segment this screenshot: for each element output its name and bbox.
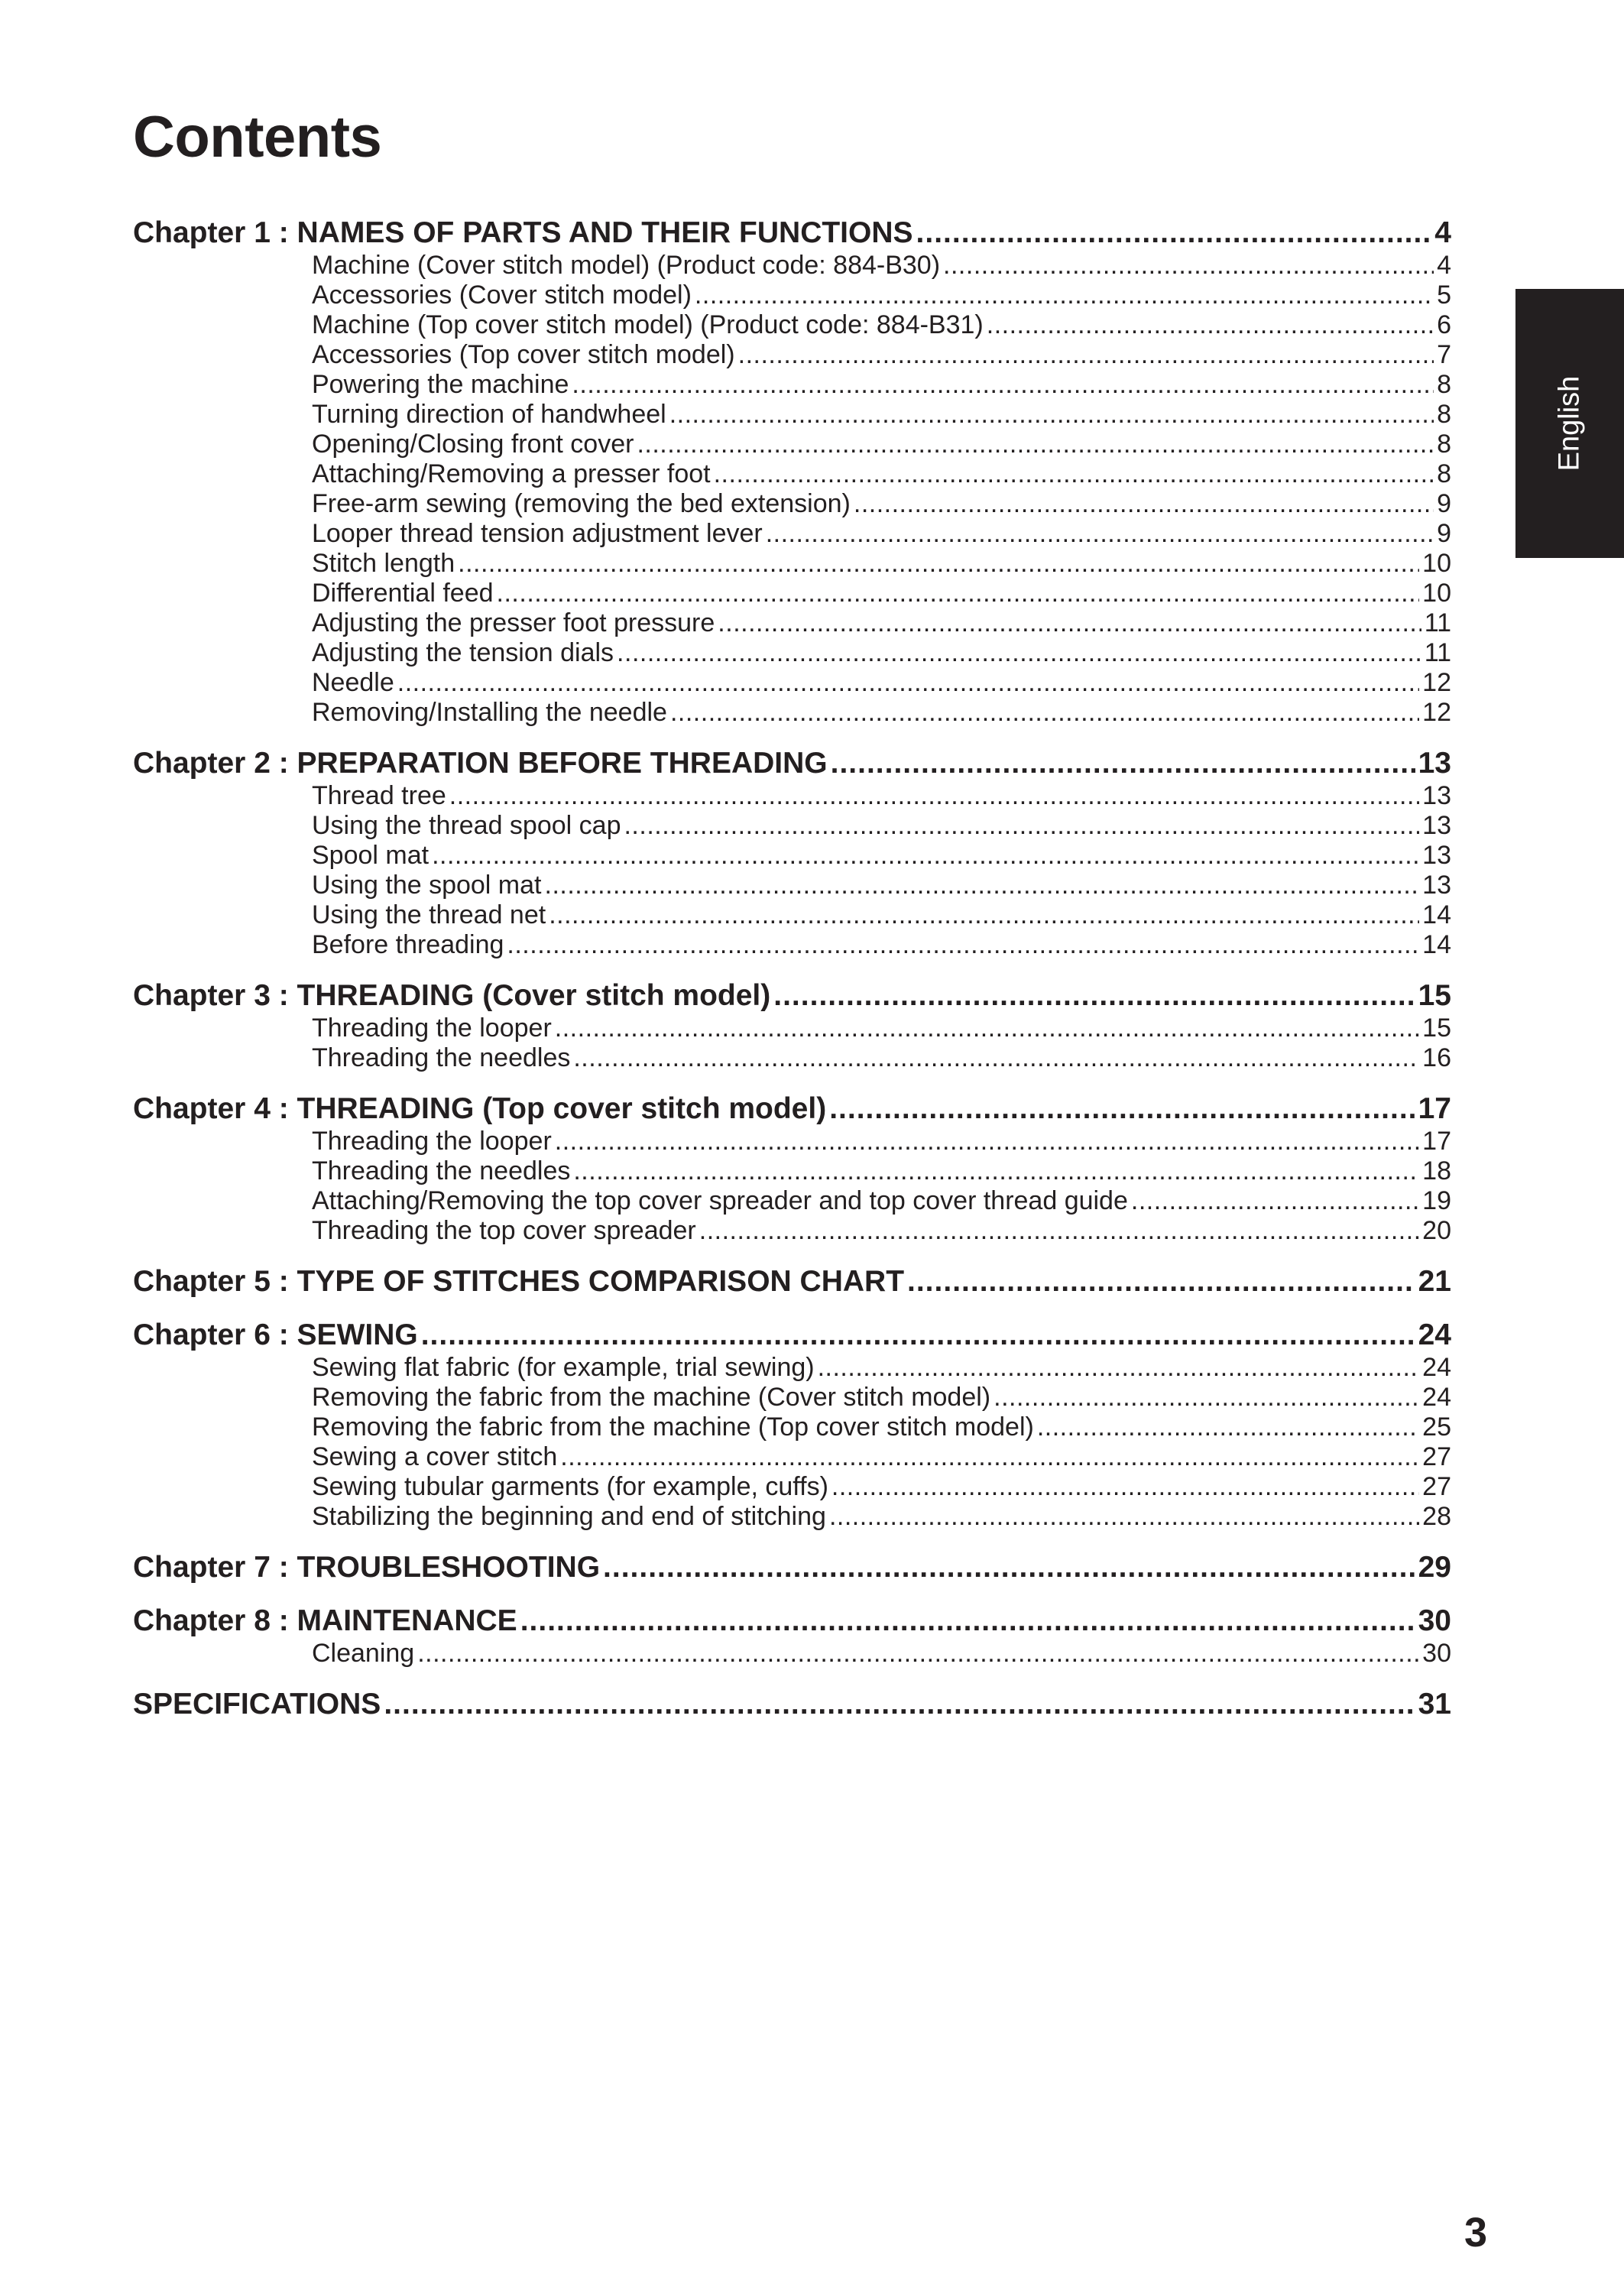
toc-section-title: Before threading xyxy=(312,930,504,959)
toc-section-entry[interactable] xyxy=(312,1639,1451,1669)
toc-chapter-group xyxy=(133,1318,1451,1532)
toc-section-page: 5 xyxy=(1437,281,1451,310)
dot-leader xyxy=(766,519,1434,549)
toc-chapter-page: 29 xyxy=(1418,1551,1451,1584)
toc-section-entry[interactable] xyxy=(312,519,1451,549)
toc-section-entry[interactable] xyxy=(312,1127,1451,1156)
dot-leader xyxy=(573,1156,1419,1186)
toc-section-title: Machine (Top cover stitch model) (Product code: 884-B31) xyxy=(312,310,984,339)
toc-chapter-title: Chapter 1 : NAMES OF PARTS AND THEIR FUNCTIONS xyxy=(133,216,913,249)
toc-section-entry[interactable] xyxy=(312,340,1451,370)
dot-leader xyxy=(573,1043,1419,1073)
toc-chapter-title: SPECIFICATIONS xyxy=(133,1688,381,1721)
toc-section-entry[interactable] xyxy=(312,430,1451,459)
toc-section-title: Spool mat xyxy=(312,841,430,870)
toc-section-entry[interactable] xyxy=(312,1383,1451,1412)
toc-section-page: 18 xyxy=(1422,1156,1451,1185)
dot-leader xyxy=(384,1687,1415,1722)
toc-section-title: Threading the top cover spreader xyxy=(312,1216,696,1245)
toc-section-entry[interactable] xyxy=(312,549,1451,579)
toc-section-entry[interactable] xyxy=(312,310,1451,340)
toc-chapter-entry[interactable] xyxy=(133,1318,1451,1353)
toc-section-entry[interactable] xyxy=(312,400,1451,430)
toc-chapter-entry[interactable] xyxy=(133,1604,1451,1639)
toc-section-entry[interactable] xyxy=(312,489,1451,519)
toc-section-page: 17 xyxy=(1422,1127,1451,1156)
toc-section-title: Using the thread net xyxy=(312,900,546,929)
toc-section-entry[interactable] xyxy=(312,1442,1451,1472)
toc-section-page: 9 xyxy=(1437,519,1451,548)
toc-section-entry[interactable] xyxy=(312,1043,1451,1073)
toc-section-page: 24 xyxy=(1422,1383,1451,1412)
toc-section-page: 8 xyxy=(1437,370,1451,399)
toc-section-page: 7 xyxy=(1437,340,1451,369)
toc-chapter-page: 30 xyxy=(1418,1604,1451,1637)
dot-leader xyxy=(994,1383,1419,1412)
toc-section-entry[interactable] xyxy=(312,638,1451,668)
page-number: 3 xyxy=(1464,2210,1488,2256)
toc-chapter-group xyxy=(133,978,1451,1073)
dot-leader xyxy=(624,811,1419,841)
toc-section-title: Attaching/Removing a presser foot xyxy=(312,459,711,488)
toc-section-entry[interactable] xyxy=(312,608,1451,638)
toc-chapter-group xyxy=(133,1550,1451,1585)
toc-section-page: 11 xyxy=(1424,638,1451,667)
toc-chapter-entry[interactable] xyxy=(133,1091,1451,1127)
toc-section-entry[interactable] xyxy=(312,1186,1451,1216)
toc-section-page: 13 xyxy=(1422,841,1451,870)
toc-section-entry[interactable] xyxy=(312,459,1451,489)
toc-section-entry[interactable] xyxy=(312,1412,1451,1442)
toc-section-title: Opening/Closing front cover xyxy=(312,430,634,459)
toc-section-page: 8 xyxy=(1437,459,1451,488)
toc-section-title: Threading the looper xyxy=(312,1127,552,1156)
toc-section-entry[interactable] xyxy=(312,781,1451,811)
page-title: Contents xyxy=(133,105,382,170)
toc-section-title: Adjusting the tension dials xyxy=(312,638,614,667)
dot-leader xyxy=(549,900,1419,930)
toc-section-entry[interactable] xyxy=(312,251,1451,281)
toc-section-page: 4 xyxy=(1437,251,1451,280)
language-tab xyxy=(1515,289,1624,558)
toc-section-entry[interactable] xyxy=(312,1014,1451,1043)
toc-chapter-title: Chapter 8 : MAINTENANCE xyxy=(133,1604,517,1637)
dot-leader xyxy=(637,430,1434,459)
toc-section-entry[interactable] xyxy=(312,1472,1451,1502)
toc-section-title: Machine (Cover stitch model) (Product code: 884-B30) xyxy=(312,251,941,280)
dot-leader xyxy=(617,638,1421,668)
toc-section-page: 12 xyxy=(1422,668,1451,697)
toc-section-title: Removing the fabric from the machine (Top cover stitch model) xyxy=(312,1412,1034,1442)
dot-leader xyxy=(714,459,1434,489)
toc-section-page: 25 xyxy=(1422,1412,1451,1442)
dot-leader xyxy=(497,579,1420,608)
toc-section-title: Stabilizing the beginning and end of stitching xyxy=(312,1502,826,1531)
dot-leader xyxy=(818,1353,1420,1383)
toc-section-title: Accessories (Cover stitch model) xyxy=(312,281,692,310)
toc-chapter-entry[interactable] xyxy=(133,746,1451,781)
toc-section-page: 24 xyxy=(1422,1353,1451,1382)
toc-section-page: 14 xyxy=(1422,930,1451,959)
toc-chapter-title: Chapter 5 : TYPE OF STITCHES COMPARISON CHART xyxy=(133,1265,905,1298)
toc-section-page: 12 xyxy=(1422,698,1451,727)
toc-section-page: 15 xyxy=(1422,1014,1451,1043)
toc-chapter-page: 13 xyxy=(1418,747,1451,780)
toc-section-entry[interactable] xyxy=(312,579,1451,608)
toc-chapter-title: Chapter 2 : PREPARATION BEFORE THREADING xyxy=(133,747,828,780)
toc-section-entry[interactable] xyxy=(312,841,1451,871)
dot-leader xyxy=(449,781,1419,811)
toc-section-page: 13 xyxy=(1422,781,1451,810)
dot-leader xyxy=(907,1264,1415,1299)
dot-leader xyxy=(458,549,1419,579)
toc-section-entry[interactable] xyxy=(312,698,1451,728)
table-of-contents xyxy=(133,216,1451,1740)
toc-section-title: Adjusting the presser foot pressure xyxy=(312,608,715,637)
toc-section-title: Needle xyxy=(312,668,394,697)
toc-chapter-title: Chapter 6 : SEWING xyxy=(133,1318,418,1351)
toc-chapter-group xyxy=(133,746,1451,960)
toc-chapter-entry[interactable] xyxy=(133,978,1451,1014)
dot-leader xyxy=(943,251,1434,281)
toc-chapter-title: Chapter 4 : THREADING (Top cover stitch model) xyxy=(133,1092,827,1125)
toc-chapter-entry[interactable] xyxy=(133,1264,1451,1299)
toc-chapter-group xyxy=(133,1264,1451,1299)
dot-leader xyxy=(555,1127,1419,1156)
toc-section-entry[interactable] xyxy=(312,1156,1451,1186)
toc-section-title: Threading the needles xyxy=(312,1043,571,1072)
toc-section-title: Removing/Installing the needle xyxy=(312,698,667,727)
toc-section-title: Threading the looper xyxy=(312,1014,552,1043)
dot-leader xyxy=(831,1472,1419,1502)
toc-chapter-title: Chapter 3 : THREADING (Cover stitch model) xyxy=(133,979,771,1012)
toc-chapter-page: 24 xyxy=(1418,1318,1451,1351)
toc-section-entry[interactable] xyxy=(312,668,1451,698)
dot-leader xyxy=(560,1442,1419,1472)
toc-section-title: Powering the machine xyxy=(312,370,569,399)
toc-section-page: 6 xyxy=(1437,310,1451,339)
dot-leader xyxy=(854,489,1434,519)
toc-section-page: 28 xyxy=(1422,1502,1451,1531)
dot-leader xyxy=(555,1014,1419,1043)
toc-section-title: Stitch length xyxy=(312,549,455,578)
dot-leader xyxy=(829,1091,1415,1127)
toc-section-title: Attaching/Removing the top cover spreader and top cover thread guide xyxy=(312,1186,1128,1215)
toc-section-page: 11 xyxy=(1424,608,1451,637)
toc-section-title: Using the thread spool cap xyxy=(312,811,621,840)
toc-chapter-page: 31 xyxy=(1418,1688,1451,1721)
toc-section-entry[interactable] xyxy=(312,1353,1451,1383)
toc-chapter-group xyxy=(133,216,1451,728)
dot-leader xyxy=(507,930,1419,960)
toc-chapter-entry[interactable] xyxy=(133,1550,1451,1585)
dot-leader xyxy=(670,698,1419,728)
toc-section-page: 10 xyxy=(1422,579,1451,608)
toc-chapter-group xyxy=(133,1687,1451,1722)
toc-section-page: 16 xyxy=(1422,1043,1451,1072)
toc-section-page: 13 xyxy=(1422,871,1451,900)
dot-leader xyxy=(1131,1186,1419,1216)
dot-leader xyxy=(699,1216,1419,1246)
language-tab-label: English xyxy=(1553,375,1586,472)
toc-section-entry[interactable] xyxy=(312,811,1451,841)
toc-chapter-page: 4 xyxy=(1434,216,1451,249)
toc-section-title: Sewing a cover stitch xyxy=(312,1442,558,1471)
toc-section-page: 8 xyxy=(1437,430,1451,459)
toc-chapter-page: 17 xyxy=(1418,1092,1451,1125)
dot-leader xyxy=(1037,1412,1419,1442)
dot-leader xyxy=(695,281,1434,310)
toc-section-entry[interactable] xyxy=(312,930,1451,960)
dot-leader xyxy=(669,400,1434,430)
toc-section-page: 27 xyxy=(1422,1442,1451,1471)
toc-section-title: Free-arm sewing (removing the bed extension) xyxy=(312,489,851,518)
toc-chapter-page: 21 xyxy=(1418,1265,1451,1298)
dot-leader xyxy=(545,871,1420,900)
dot-leader xyxy=(718,608,1421,638)
toc-section-title: Sewing tubular garments (for example, cuffs) xyxy=(312,1472,828,1501)
toc-section-entry[interactable] xyxy=(312,1216,1451,1246)
toc-section-page: 8 xyxy=(1437,400,1451,429)
toc-section-page: 19 xyxy=(1422,1186,1451,1215)
dot-leader xyxy=(520,1604,1415,1639)
dot-leader xyxy=(829,1502,1419,1532)
toc-section-title: Removing the fabric from the machine (Cover stitch model) xyxy=(312,1383,991,1412)
toc-section-title: Using the spool mat xyxy=(312,871,542,900)
dot-leader xyxy=(397,668,1419,698)
toc-section-entry[interactable] xyxy=(312,1502,1451,1532)
dot-leader xyxy=(738,340,1434,370)
toc-section-page: 14 xyxy=(1422,900,1451,929)
toc-section-title: Thread tree xyxy=(312,781,446,810)
toc-section-page: 27 xyxy=(1422,1472,1451,1501)
toc-section-title: Differential feed xyxy=(312,579,494,608)
toc-chapter-entry[interactable] xyxy=(133,216,1451,251)
toc-section-entry[interactable] xyxy=(312,900,1451,930)
dot-leader xyxy=(916,216,1432,251)
toc-chapter-group xyxy=(133,1604,1451,1669)
toc-section-page: 13 xyxy=(1422,811,1451,840)
toc-section-title: Accessories (Top cover stitch model) xyxy=(312,340,735,369)
toc-chapter-group xyxy=(133,1091,1451,1246)
toc-chapter-entry[interactable] xyxy=(133,1687,1451,1722)
toc-section-page: 10 xyxy=(1422,549,1451,578)
dot-leader xyxy=(572,370,1434,400)
dot-leader xyxy=(603,1550,1415,1585)
dot-leader xyxy=(432,841,1419,871)
dot-leader xyxy=(831,746,1415,781)
dot-leader xyxy=(773,978,1415,1014)
dot-leader xyxy=(421,1318,1415,1353)
toc-section-title: Looper thread tension adjustment lever xyxy=(312,519,763,548)
dot-leader xyxy=(417,1639,1419,1669)
toc-section-entry[interactable] xyxy=(312,871,1451,900)
toc-chapter-page: 15 xyxy=(1418,979,1451,1012)
toc-chapter-title: Chapter 7 : TROUBLESHOOTING xyxy=(133,1551,601,1584)
toc-section-title: Cleaning xyxy=(312,1639,415,1668)
toc-section-entry[interactable] xyxy=(312,370,1451,400)
toc-section-title: Turning direction of handwheel xyxy=(312,400,666,429)
toc-section-title: Threading the needles xyxy=(312,1156,571,1185)
toc-section-page: 30 xyxy=(1422,1639,1451,1668)
toc-section-title: Sewing flat fabric (for example, trial sewing) xyxy=(312,1353,815,1382)
toc-section-page: 9 xyxy=(1437,489,1451,518)
dot-leader xyxy=(987,310,1434,340)
toc-section-page: 20 xyxy=(1422,1216,1451,1245)
toc-section-entry[interactable] xyxy=(312,281,1451,310)
